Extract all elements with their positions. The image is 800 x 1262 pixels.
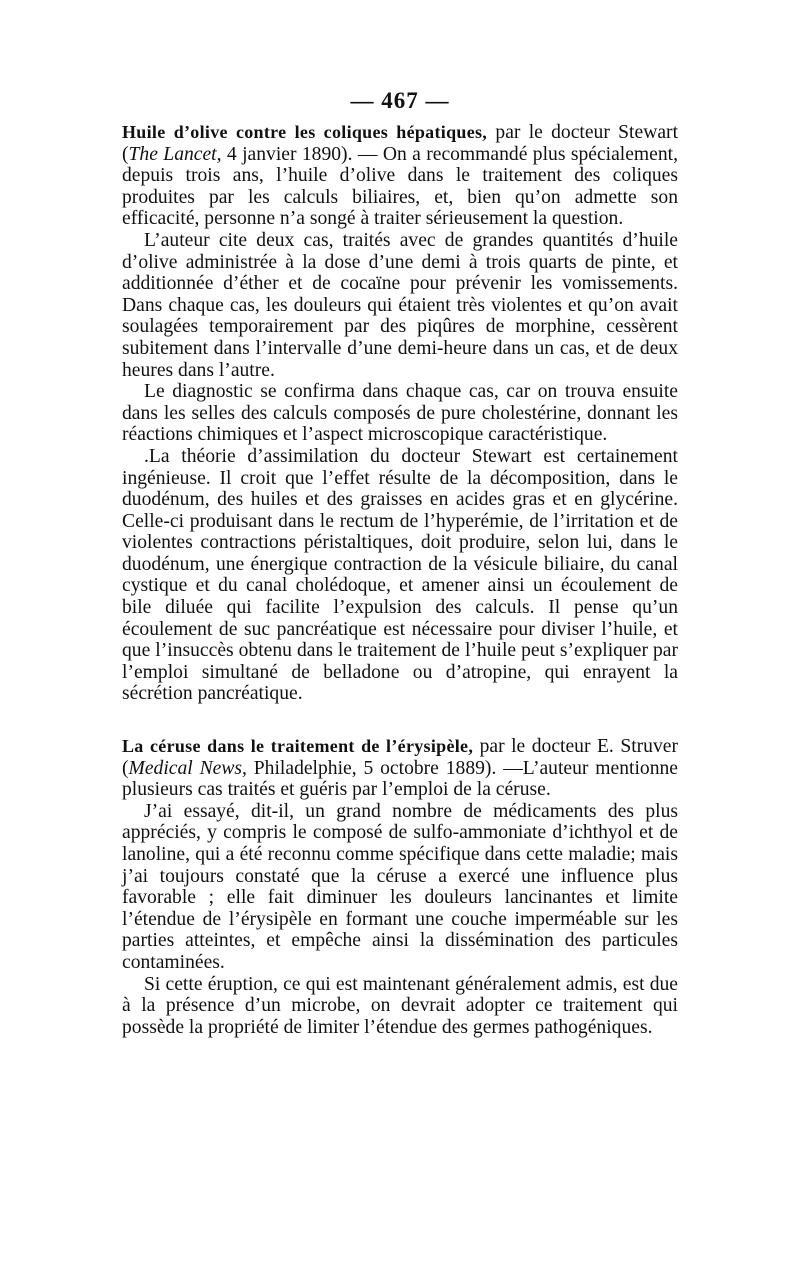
article-2-paragraph: J’ai essayé, dit-il, un grand nombre de médicaments des plus appréciés, y compris le composé de sulfo-ammoniate d’ichthyol et de lanoline, qui a été reconnu comme spécifique dans cette maladie; mais j’ai toujours constaté que la céruse a exercé une influence plus favorable ; elle fait diminuer les douleurs lancinantes et limite l’étendue de l’érysipèle en formant une couche imperméable sur les parties atteintes, et empêche ainsi la dissémination des particules contaminées. [122,800,678,973]
article-2-intro-before-source: par le docteur E. Struver ( [122,736,678,779]
page-number: — 467 — [350,88,450,113]
article-2-source: Medical News, [128,757,247,779]
article-2-lead-paragraph [122,736,678,801]
section-gap [122,705,678,736]
article-1-lead-paragraph [122,122,678,230]
article-1-paragraph: Le diagnostic se confirma dans chaque cas, car on trouva ensuite dans les selles des calculs composés de pure cholestérine, donnant les réactions chimiques et l’aspect microscopique caractéristique. [122,381,678,446]
article-1-source: The Lancet, [128,143,222,165]
article-1-paragraph: .La théorie d’assimilation du docteur Stewart est certainement ingénieuse. Il croit que l’effet résulte de la décomposition, dans le duodénum, des huiles et des graisses en acides gras et en glycérine. Celle-ci produisant dans le rectum de l’hyperémie, de l’irritation et de violentes contractions péristaltiques, doit produire, selon lui, dans le duodénum, une énergique contraction de la vésicule biliaire, du canal cystique et du canal cholédoque, et amener ainsi un écoulement de bile diluée qui facilite l’expulsion des calculs. Il pense qu’un écoulement de suc pancréatique est nécessaire pour diviser l’huile, et que l’insuccès obtenu dans le traitement de l’huile peut s’expliquer par l’emploi simultané de belladone ou d’atropine, qui enrayent la sécrétion pancréatique. [122,445,678,705]
article-1-heading: Huile d’olive contre les coliques hépatiques, [122,122,488,142]
article-1-intro-before-source: par le docteur Stewart ( [122,122,679,165]
article-2-intro-after-source: Philadelphie, 5 octobre 1889). —L’auteur mentionne plusieurs cas traités et guéris par l’emploi de la céruse. [122,757,678,801]
article-1-paragraph: L’auteur cite deux cas, traités avec de grandes quantités d’huile d’olive administrée à la dose d’une demi à trois quarts de pinte, et additionnée d’éther et de cocaïne pour prévenir les vomissements. Dans chaque cas, les douleurs qui étaient très violentes et qu’on avait soulagées temporairement par des piqûres de morphine, cessèrent subitement dans l’intervalle d’une demi-heure dans un cas, et de deux heures dans l’autre. [122,229,678,381]
article-1-intro-after-source: 4 janvier 1890). — On a recommandé plus spécialement, depuis trois ans, l’huile d’olive dans le traitement des coliques produites par les calculs biliaires, et, bien qu’on admette son efficacité, personne n’a songé à traiter sérieusement la question. [122,143,678,230]
article-2-paragraph: Si cette éruption, ce qui est maintenant généralement admis, est due à la présence d’un microbe, on devrait adopter ce traitement qui possède la propriété de limiter l’étendue des germes pathogéniques. [122,973,678,1038]
article-2-heading: La céruse dans le traitement de l’érysipèle, [122,736,474,757]
text-column [122,122,678,1038]
